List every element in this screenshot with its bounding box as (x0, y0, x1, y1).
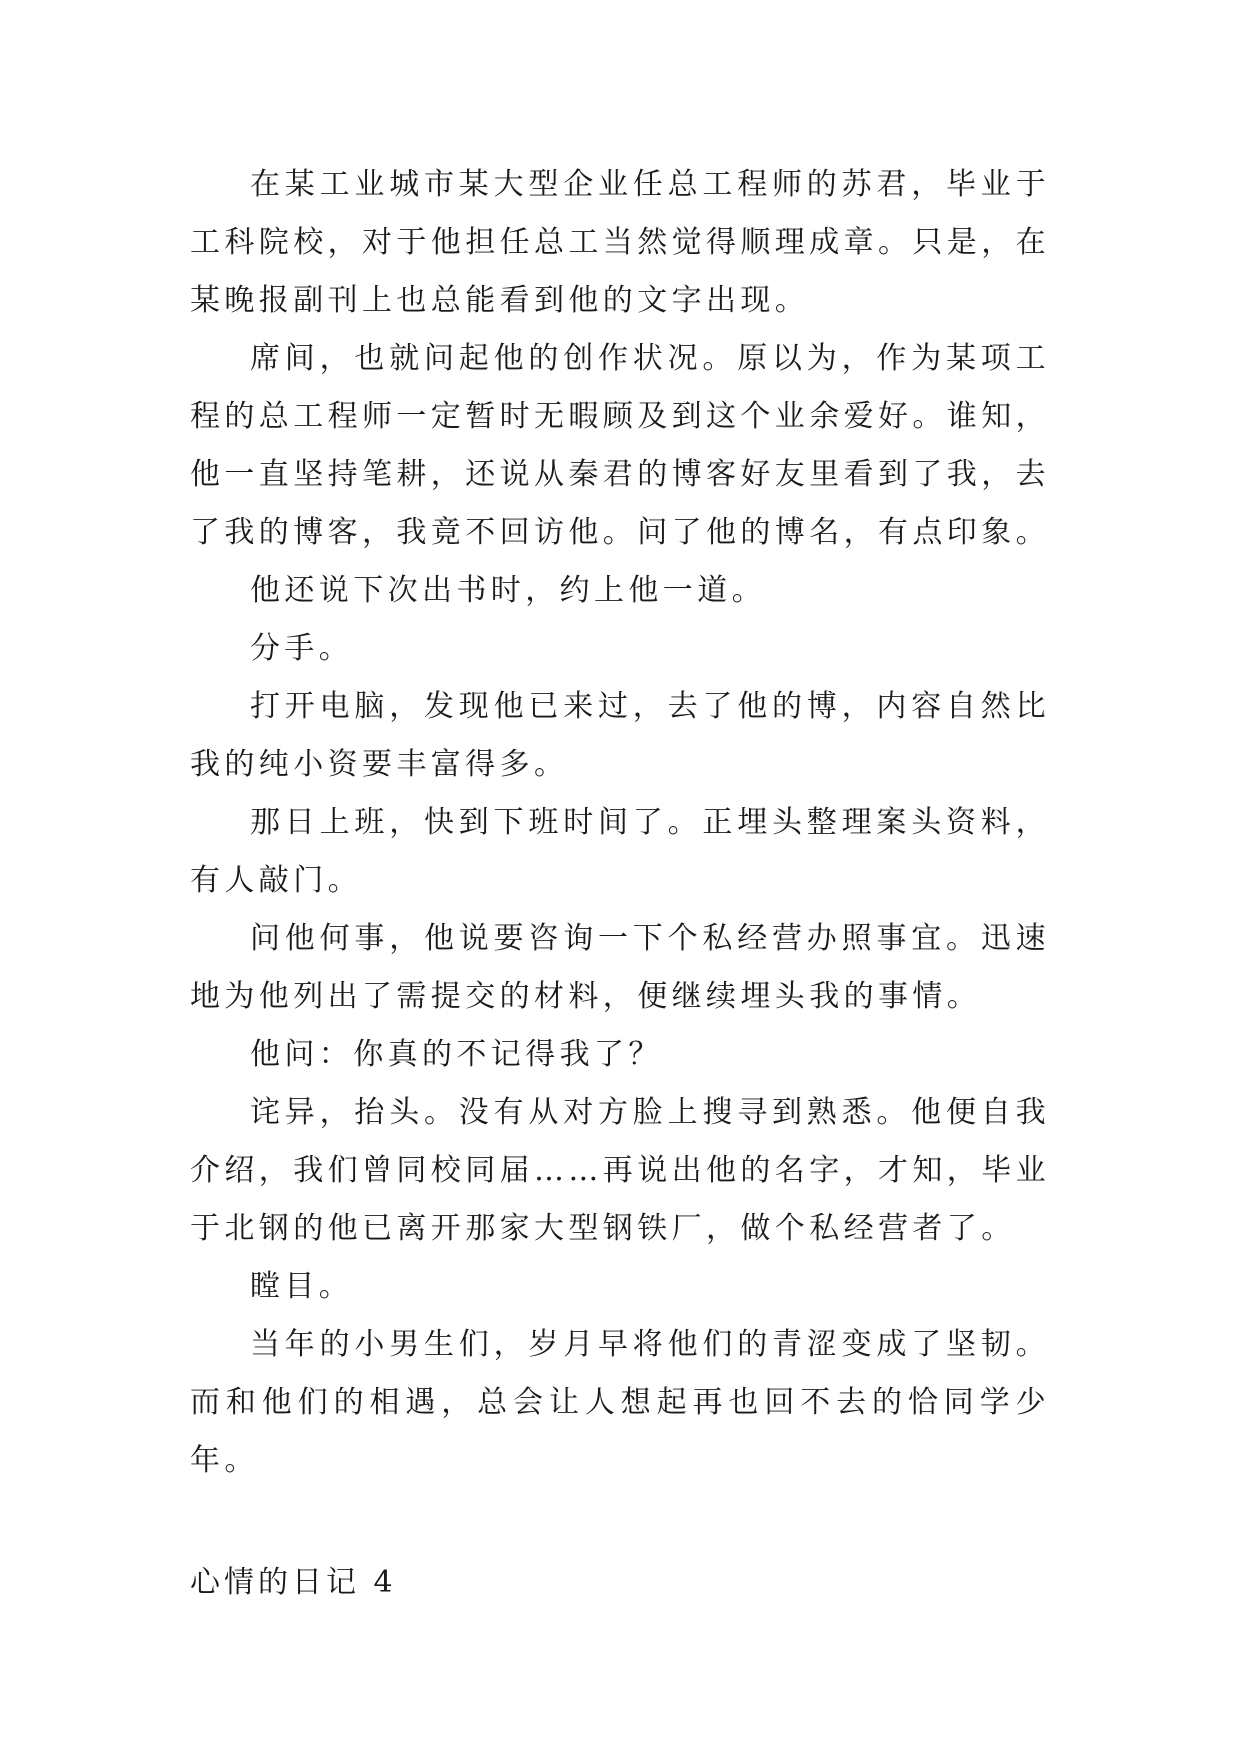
paragraph-3: 他还说下次出书时，约上他一道。 (250, 573, 766, 608)
paragraph-5: 打开电脑，发现他已来过，去了他的博，内容自然比我的纯小资要丰富得多。 (190, 689, 1050, 782)
paragraph-6: 那日上班，快到下班时间了。正埋头整理案头资料，有人敲门。 (190, 805, 1050, 898)
paragraph-7: 问他何事，他说要咨询一下个私经营办照事宜。迅速地为他列出了需提交的材料，便继续埋头我的事情。 (190, 921, 1050, 1014)
paragraph-10: 瞠目。 (250, 1269, 354, 1304)
paragraph-2: 席间，也就问起他的创作状况。原以为，作为某项工程的总工程师一定暂时无暇顾及到这个业余爱好。谁知，他一直坚持笔耕，还说从秦君的博客好友里看到了我，去了我的博客，我竟不回访他。问了他的博名，有点印象。 (190, 341, 1050, 550)
paragraph-9: 诧异，抬头。没有从对方脸上搜寻到熟悉。他便自我介绍，我们曾同校同届……再说出他的名字，才知，毕业于北钢的他已离开那家大型钢铁厂，做个私经营者了。 (190, 1095, 1050, 1246)
paragraph-1: 在某工业城市某大型企业任总工程师的苏君，毕业于工科院校，对于他担任总工当然觉得顺理成章。只是，在某晚报副刊上也总能看到他的文字出现。 (190, 167, 1050, 318)
paragraph-4: 分手。 (250, 631, 354, 666)
document-body (190, 156, 1050, 1612)
paragraph-11: 当年的小男生们，岁月早将他们的青涩变成了坚韧。而和他们的相遇，总会让人想起再也回不去的恰同学少年。 (190, 1327, 1050, 1478)
section-heading: 心情的日记 4 (190, 1565, 397, 1600)
paragraph-8: 他问：你真的不记得我了？ (250, 1037, 663, 1072)
